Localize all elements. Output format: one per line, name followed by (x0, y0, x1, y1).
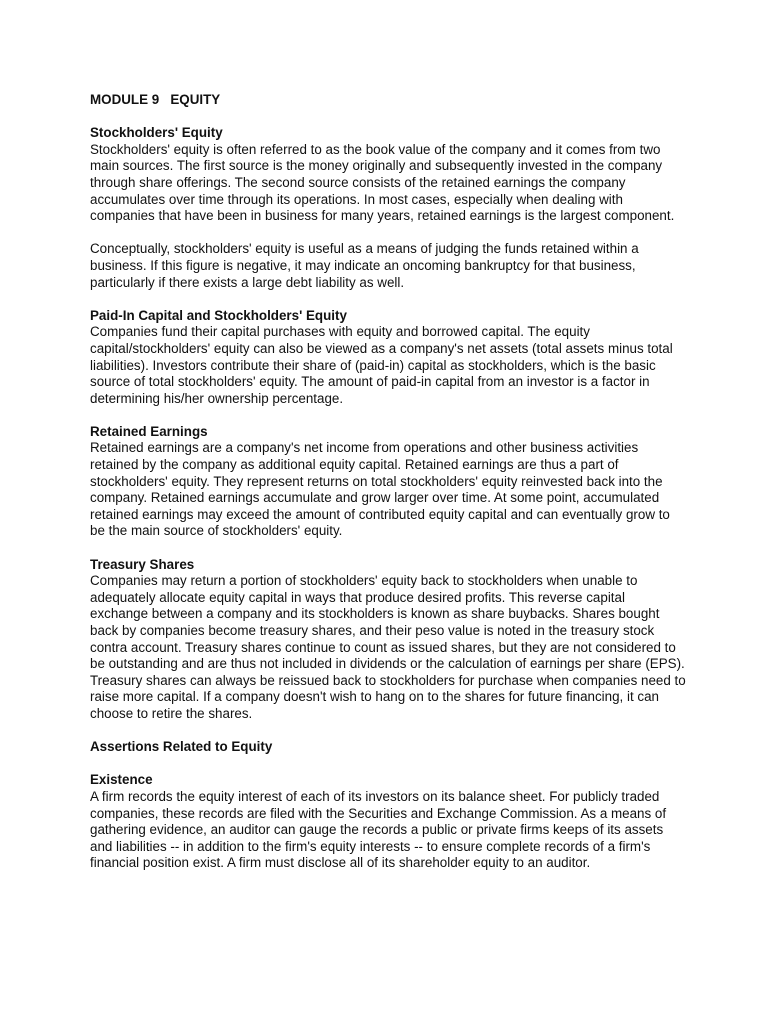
section-heading-assertions: Assertions Related to Equity (90, 739, 273, 755)
paragraph-treasury-shares: Companies may return a portion of stockholders' equity back to stockholders when unable to adequately allocate equity capital in ways that produce desired profits. This reverse capital exchange between a company and its stockholders is known as share buybacks. Shares bought back by companies become treasury shares, and their peso value is noted in the treasury stock contra account. Treasury shares continue to count as issued shares, but they are not considered to be outstanding and are thus not included in dividends or the calculation of earnings per share (EPS). Treasury shares can always be reissued back to stockholders for purchase when companies need to raise more capital. If a company doesn't wish to hang on to the shares for future financing, it can choose to retire the shares. (90, 573, 686, 721)
section-heading-paid-in-capital: Paid-In Capital and Stockholders' Equity (90, 307, 347, 323)
paragraph-existence: A firm records the equity interest of each of its investors on its balance sheet. For publicly traded companies, these records are filed with the Securities and Exchange Commission. As a means of gathering evidence, an auditor can gauge the records a public or private firms keeps of its assets and liabilities -- in addition to the firm's equity interests -- to ensure complete records of a firm's financial position exist. A firm must disclose all of its shareholder equity to an auditor. (90, 788, 667, 871)
section-heading-stockholders-equity: Stockholders' Equity (90, 125, 223, 141)
section-heading-existence: Existence (90, 772, 153, 788)
paragraph-retained-earnings: Retained earnings are a company's net income from operations and other business activities retained by the company as additional equity capital. Retained earnings are thus a part of stockholders' equity. They represent returns on total stockholders' equity reinvested back into the company. Retained earnings accumulate and grow larger over time. At some point, accumulated retained earnings may exceed the amount of contributed equity capital and can eventually grow to be the main source of stockholders' equity. (90, 440, 670, 539)
section-heading-retained-earnings: Retained Earnings (90, 423, 208, 439)
module-title: MODULE 9 EQUITY (90, 92, 221, 107)
document-page (90, 92, 686, 889)
section-heading-treasury-shares: Treasury Shares (90, 556, 195, 572)
paragraph-stockholders-equity-1: Stockholders' equity is often referred to as the book value of the company and it comes from two main sources. The first source is the money originally and subsequently invested in the company through share offerings. The second source consists of the retained earnings the company accumulates over time through its operations. In most cases, especially when dealing with companies that have been in business for many years, retained earnings is the largest component. (90, 141, 675, 224)
paragraph-stockholders-equity-2: Conceptually, stockholders' equity is useful as a means of judging the funds retained within a business. If this figure is negative, it may indicate an oncoming bankruptcy for that business, particularly if there exists a large debt liability as well. (90, 241, 639, 290)
paragraph-paid-in-capital: Companies fund their capital purchases with equity and borrowed capital. The equity capital/stockholders' equity can also be viewed as a company's net assets (total assets minus total liabilities). Investors contribute their share of (paid-in) capital as stockholders, which is the basic source of total stockholders' equity. The amount of paid-in capital from an investor is a factor in determining his/her ownership percentage. (90, 324, 673, 406)
